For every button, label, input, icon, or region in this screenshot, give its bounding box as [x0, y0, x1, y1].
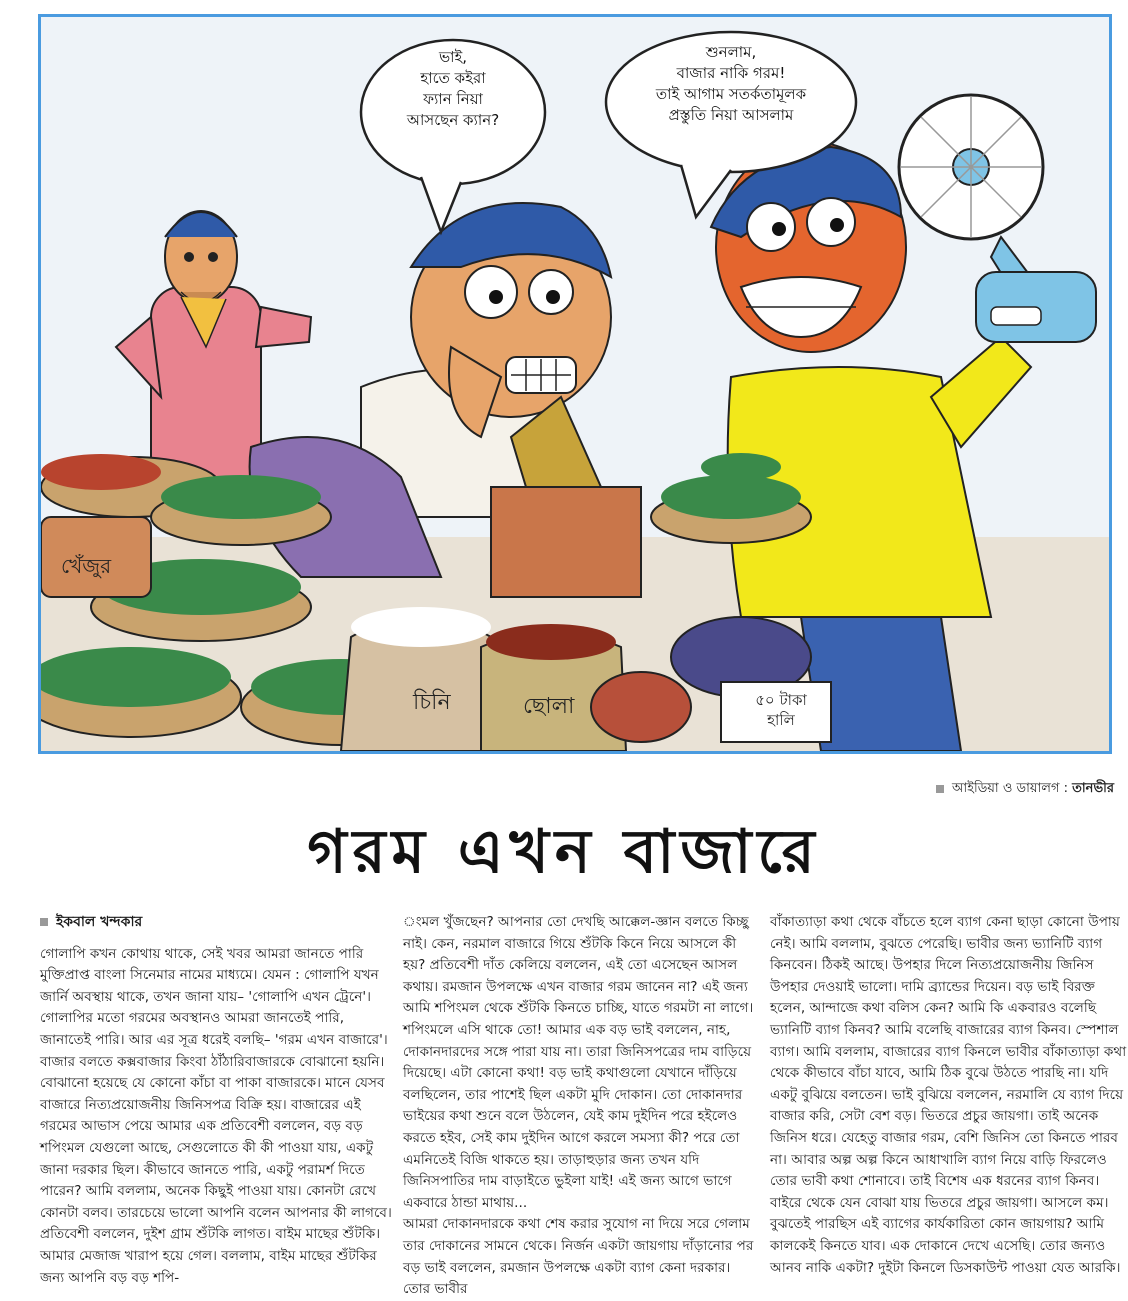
article-column-3: [770, 912, 1128, 1279]
sack-label-chickpea: ছোলা: [523, 694, 575, 719]
column-2-text: ংমল খুঁজছেন? আপনার তো দেখছি আক্কেল-জ্ঞান বলতে কিচ্ছু নাই। কেন, নরমাল বাজারে গিয়ে শুঁটকি কিনে নিয়ে আসলে কী হয়? প্রতিবেশী দাঁত কেলিয়ে বললেন, এই তো এসেছেন আসল কথায়। রমজান উপলক্ষে এখন বাজার গরম জানেন না? এই জন্য আমি শপিংমল থেকে শুঁটকি কিনতে চাচ্ছি, যাতে গরমটা না লাগে। শপিংমলে এসি থাকে তো! আমার এক বড় ভাই বললেন, নাহ, দোকানদারদের সঙ্গে পারা যায় না। তারা জিনিসপত্রের দাম বাড়িয়ে দিয়েছে। এটা কোনো কথা! বড় ভাই কথাগুলো যেখানে দাঁড়িয়ে বলছিলেন, তার পাশেই ছিল একটা মুদি দোকান। তো দোকানদার ভাইয়ের কথা শুনে বলে উঠলেন, যেই কাম দুইদিন পরে হইলেও করতে হইব, সেই কাম দুইদিন আগে করলে সমস্যা কী? পরে তো এমনিতেই বিজি থাকতে হয়। তাড়াহুড়ার জন্য তখন যদি জিনিসপাতির দাম বাড়াইতে ভুইলা যাই! এই জন্য আগে ভাগে একবারে ঠান্ডা মাথায়... আমরা দোকানদারকে কথা শেষ করার সুযোগ না দিয়ে সরে গেলাম তার দোকানের সামনে থেকে। নির্জন একটা জায়গায় দাঁড়ানোর পর বড় ভাই বললেন, রমজান উপলক্ষে একটা ব্যাগ কেনা দরকার। তোর ভাবীর: [403, 914, 754, 1298]
price-tag: ৫০ টাকা হালি: [755, 691, 807, 729]
article-headline: গরম এখন বাজারে: [307, 817, 821, 887]
credit-name: তানভীর: [1072, 781, 1114, 796]
byline-author: ইকবাল খন্দকার: [56, 914, 143, 930]
credit-label: আইডিয়া ও ডায়ালগ :: [952, 781, 1069, 796]
article-column-1: [40, 912, 398, 1289]
sack-label-sugar: চিনি: [413, 690, 451, 715]
column-3-text: বাঁকাত্যাড়া কথা থেকে বাঁচতে হলে ব্যাগ কেনা ছাড়া কোনো উপায় নেই। আমি বললাম, বুঝতে পেরেছি। ভাবীর জন্য ভ্যানিটি ব্যাগ কিনবেন। ঠিকই আছে। উপহার দিলে নিত্যপ্রয়োজনীয় জিনিস উপহার দেওয়াই ভালো। দামি ব্র্যান্ডের দিয়েন। বড় ভাই বিরক্ত হলেন, আন্দাজে কথা বলিস কেন? আমি কি একবারও বলেছি ভ্যানিটি ব্যাগ কিনব? আমি বলেছি বাজারের ব্যাগ কিনব। স্পেশাল ব্যাগ। আমি বললাম, বাজারের ব্যাগ কিনলে ভাবীর বাঁকাত্যাড়া কথা থেকে কীভাবে বাঁচা যাবে, আমি ঠিক বুঝে উঠতে পারছি না। যদি একটু বুঝিয়ে বলতেন। ভাই বুঝিয়ে বললেন, নরমালি যে ব্যাগ দিয়ে বাজার করি, সেটা বেশ বড়। ভিতরে প্রচুর জায়গা। তাই অনেক জিনিস ধরে। যেহেতু বাজার গরম, বেশি জিনিস তো কিনতে পারব না। আবার অল্প অল্প কিনে আধাখালি ব্যাগ নিয়ে বাড়ি ফিরলেও তোর ভাবী কথা শোনাবে। তাই বিশেষ এক ধরনের ব্যাগ কিনব। বাইরে থেকে যেন বোঝা যায় ভিতরে প্রচুর জায়গা। আসলে কম। বুঝতেই পারছিস এই ব্যাগের কার্যকারিতা কোন জায়গায়? আমি কালকেই কিনতে যাব। এক দোকানে দেখে এসেছি। তোর জন্যও আনব নাকি একটা? দুইটা কিনলে ডিসকাউন্ট পাওয়া যেত আরকি।: [770, 914, 1127, 1276]
cartoon-illustration: [41, 17, 1109, 751]
bubble-text-shopkeeper: ভাই, হাতে কইরা ফ্যান নিয়া আসছেন ক্যান?: [406, 48, 500, 129]
bubble-text-fan-man: শুনলাম, বাজার নাকি গরম! তাই আগাম সতর্কতামূলক প্রস্তুতি নিয়া আসলাম: [655, 43, 807, 124]
cartoon-credit: [936, 779, 1114, 800]
bullet-square-icon: [40, 918, 48, 926]
column-1-text: গোলাপি কখন কোথায় থাকে, সেই খবর আমরা জানতে পারি মুক্তিপ্রাপ্ত বাংলা সিনেমার নামের মাধ্যমে। যেমন : গোলাপি যখন জার্নি অবস্থায় থাকে, তখন জানা যায়– 'গোলাপি এখন ট্রেনে'। গোলাপির মতো গরমের অবস্থানও আমরা জানতেই পারি, জানাতেই পারি। আর এর সূত্র ধরেই বলছি– 'গরম এখন বাজারে'। বাজার বলতে কক্সবাজার কিংবা ঠাঁঠারিবাজারকে বোঝানো হয়নি। বোঝানো হয়েছে যে কোনো কাঁচা বা পাকা বাজারকে। মানে যেসব বাজারে নিত্যপ্রয়োজনীয় জিনিসপত্র বিক্রি হয়। বাজারের এই গরমের আভাস পেয়ে আমার এক প্রতিবেশী বললেন, বড় বড় শপিংমল যেগুলো আছে, সেগুলোতে কী কী পাওয়া যায়, একটু জানা দরকার ছিল। কীভাবে জানতে পারি, একটু পরামর্শ দিতে পারেন? আমি বললাম, অনেক কিছুই পাওয়া যায়। কোনটা রেখে কোনটা বলব। তারচেয়ে ভালো আপনি বলেন আপনার কী লাগবে। প্রতিবেশী বললেন, দুইশ গ্রাম শুঁটকি লাগত। বাইম মাছের শুঁটকি। আমার মেজাজ খারাপ হয়ে গেল। বললাম, বাইম মাছের শুঁটকির জন্য আপনি বড় বড় শপি-: [40, 945, 392, 1286]
cartoon-panel: [38, 14, 1112, 754]
sack-label-dates: খেঁজুর: [61, 554, 112, 578]
byline: [40, 912, 398, 934]
article-column-2: [403, 912, 761, 1301]
bullet-square-icon: [936, 785, 944, 793]
